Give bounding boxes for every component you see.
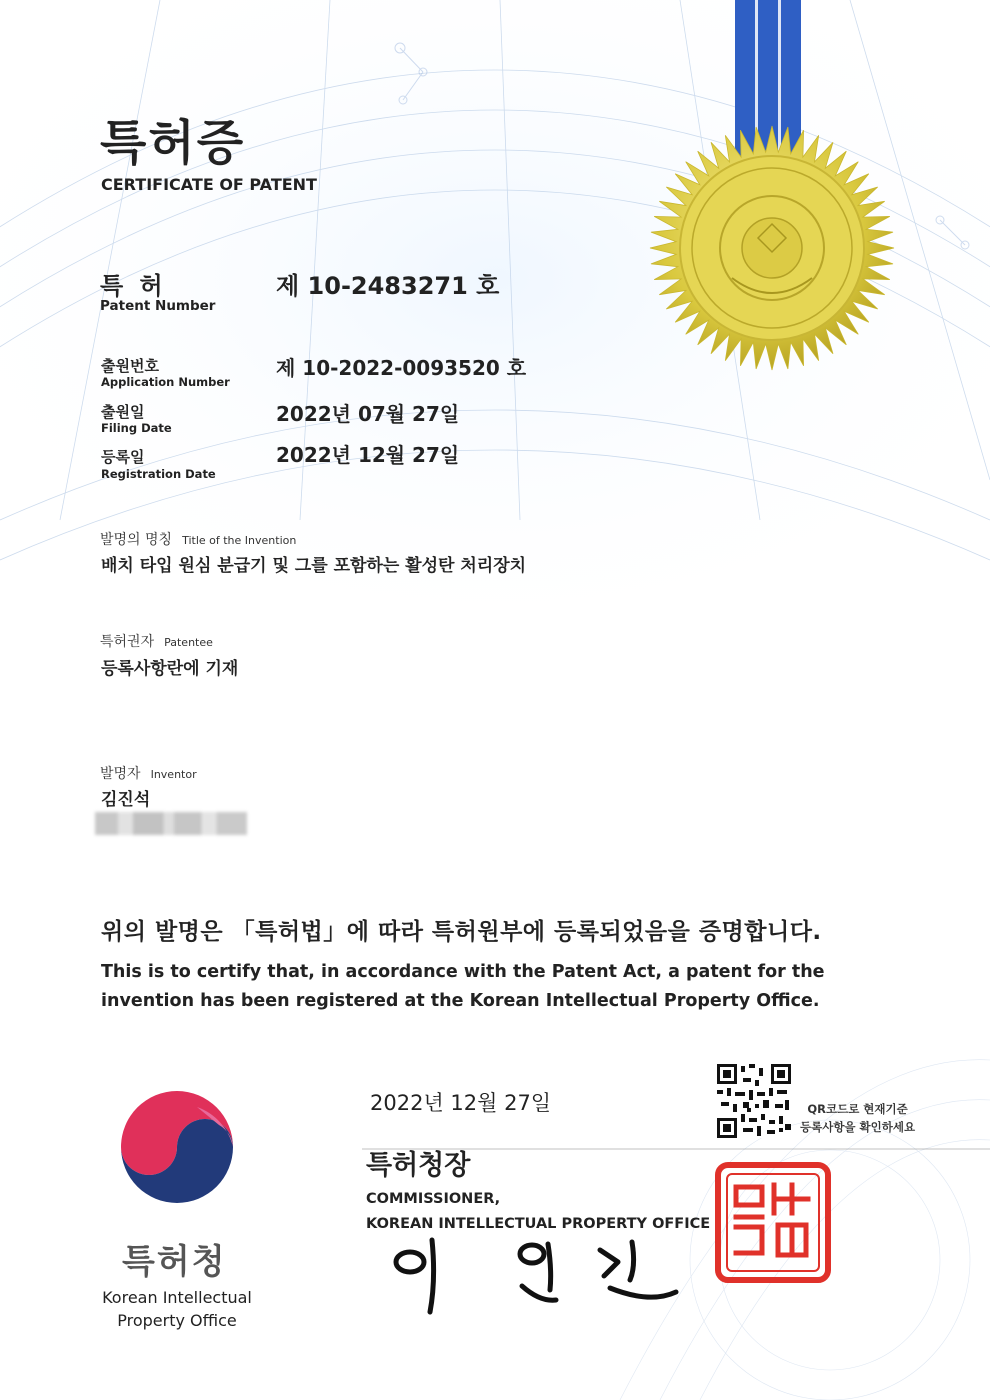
qr-code-icon xyxy=(717,1064,791,1138)
kipo-logo-icon xyxy=(119,1091,235,1213)
inventor-value: 김진석 xyxy=(101,790,151,810)
qr-note-line1: QR코드로 현재기준 xyxy=(807,1102,908,1116)
application-number-label-en: Application Number xyxy=(101,375,230,389)
registration-date-label-en: Registration Date xyxy=(101,467,216,481)
invention-label-en: Title of the Invention xyxy=(182,534,297,547)
invention-label-ko: 발명의 명칭 xyxy=(100,532,173,548)
certificate-title-en: CERTIFICATE OF PATENT xyxy=(101,175,317,194)
commissioner-en-line2: KOREAN INTELLECTUAL PROPERTY OFFICE xyxy=(366,1216,711,1232)
patent-number-label-ko: 특 허 xyxy=(100,272,167,300)
qr-note-line2: 등록사항을 확인하세요 xyxy=(800,1120,916,1134)
application-number-label-ko: 출원번호 xyxy=(101,357,159,375)
filing-date-value: 2022년 07월 27일 xyxy=(276,402,460,426)
invention-label xyxy=(100,529,296,549)
invention-title-value: 배치 타입 원심 분급기 및 그를 포함하는 활성탄 처리장치 xyxy=(101,556,527,576)
certification-statement-en: This is to certify that, in accordance with the Patent Act, a patent for the invention has been registered at the Korean Intellectual Property Office. xyxy=(101,962,825,1011)
qr-note xyxy=(800,1100,915,1136)
commissioner-title-ko: 특허청장 xyxy=(366,1150,471,1181)
redacted-address xyxy=(95,812,247,835)
commissioner-title-en xyxy=(366,1187,710,1237)
patentee-value: 등록사항란에 기재 xyxy=(101,659,239,679)
office-name-ko: 특허청 xyxy=(122,1242,227,1282)
filing-date-label-en: Filing Date xyxy=(101,421,172,435)
patentee-label-ko: 특허권자 xyxy=(100,634,155,650)
inventor-label-en: Inventor xyxy=(150,768,197,781)
registration-date-label-ko: 등록일 xyxy=(101,448,145,466)
signature-icon xyxy=(396,1240,676,1312)
gold-seal-icon xyxy=(650,126,894,370)
filing-date-label-ko: 출원일 xyxy=(101,403,145,421)
patent-number-label-en: Patent Number xyxy=(100,298,216,314)
office-name-en: Korean Intellectual Property Office xyxy=(102,1288,252,1330)
registration-date-value: 2022년 12월 27일 xyxy=(276,443,460,467)
commissioner-en-line1: COMMISSIONER, xyxy=(366,1191,501,1207)
patent-number-value: 제 10-2483271 호 xyxy=(276,272,500,300)
certificate-title-ko: 특허증 xyxy=(100,115,246,171)
patentee-label xyxy=(100,631,213,651)
patentee-label-en: Patentee xyxy=(164,636,213,649)
certification-statement-ko: 위의 발명은 「특허법」에 따라 특허원부에 등록되었음을 증명합니다. xyxy=(101,919,822,945)
issue-date: 2022년 12월 27일 xyxy=(370,1091,552,1115)
inventor-label xyxy=(100,763,197,783)
inventor-label-ko: 발명자 xyxy=(100,766,141,782)
application-number-value: 제 10-2022-0093520 호 xyxy=(276,356,527,380)
